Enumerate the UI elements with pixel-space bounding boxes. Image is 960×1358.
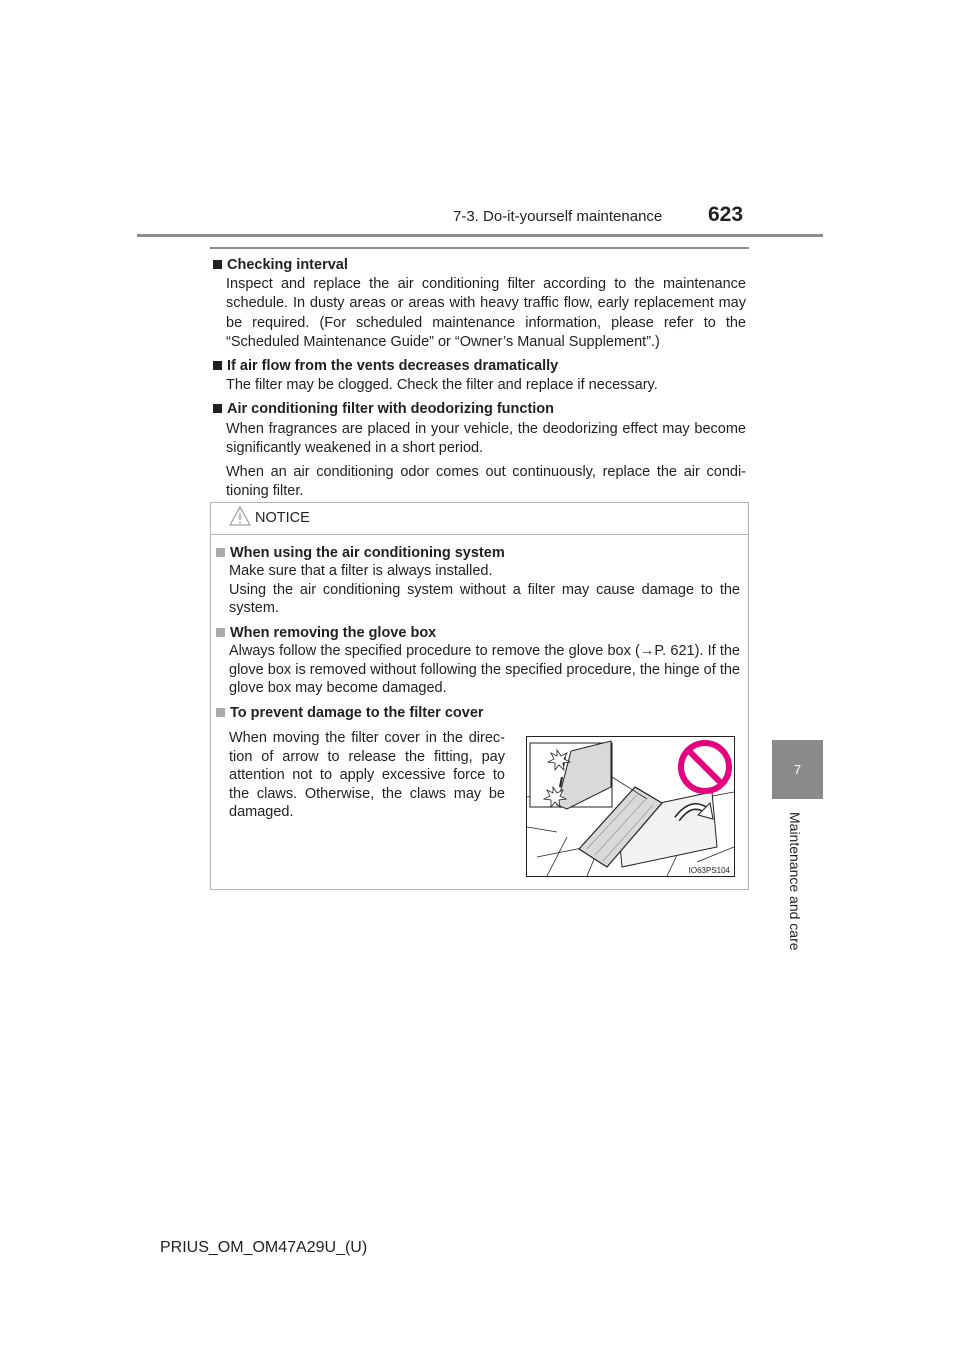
section-title: Air conditioning filter with deodorizing function bbox=[227, 401, 555, 418]
notice-item bbox=[215, 624, 740, 697]
square-bullet-icon bbox=[213, 260, 222, 269]
notice-box bbox=[210, 502, 749, 890]
notice-item-line: Using the air conditioning system without a filter may cause damage to the system. bbox=[229, 581, 740, 616]
header-rule bbox=[137, 234, 823, 237]
filter-cover-text: When moving the filter cover in the direc-tion of arrow to release the fitting, pay attention not to apply excessive force to the claws. Otherwise, the claws may be damaged. bbox=[229, 730, 505, 821]
section-title: Checking interval bbox=[227, 257, 348, 273]
section-paragraph: When an air conditioning odor comes out continuously, replace the air condi-tioning filter. bbox=[226, 464, 746, 500]
filter-cover-illustration bbox=[526, 736, 735, 877]
notice-item-line: Make sure that a filter is always installed. bbox=[229, 563, 493, 580]
square-bullet-icon bbox=[216, 548, 225, 557]
section-title: If air flow from the vents decreases dramatically bbox=[227, 358, 559, 375]
square-bullet-icon bbox=[216, 628, 225, 637]
section-deodorizing bbox=[212, 400, 746, 501]
notice-item bbox=[215, 704, 740, 722]
notice-title: NOTICE bbox=[255, 510, 310, 526]
square-bullet-icon bbox=[213, 361, 222, 370]
main-content bbox=[212, 256, 746, 506]
notice-body bbox=[215, 544, 740, 730]
header-section: 7-3. Do-it-yourself maintenance bbox=[453, 208, 663, 225]
page-number: 623 bbox=[708, 203, 744, 226]
square-bullet-icon bbox=[216, 708, 225, 717]
notice-item bbox=[215, 544, 740, 617]
section-air-flow bbox=[212, 357, 746, 395]
notice-item-title: When using the air conditioning system bbox=[230, 545, 505, 561]
chapter-label: Maintenance and care bbox=[787, 812, 803, 951]
section-paragraph: The filter may be clogged. Check the filter and replace if necessary. bbox=[226, 377, 658, 394]
chapter-number: 7 bbox=[793, 762, 802, 777]
figure-code: IO63PS104 bbox=[688, 866, 730, 875]
chapter-tab bbox=[772, 740, 823, 799]
section-paragraph: When fragrances are placed in your vehicle, the deodorizing effect may become significantly weakened in a short period. bbox=[226, 420, 746, 456]
warning-triangle-icon bbox=[229, 506, 251, 526]
filter-cover-drawing bbox=[527, 737, 734, 876]
notice-header bbox=[211, 503, 748, 535]
notice-item-title: When removing the glove box bbox=[230, 625, 437, 642]
section-paragraph: Inspect and replace the air conditioning filter according to the maintenance schedule. In dusty areas or areas with heavy traffic flow, early replacement may be required. (For scheduled maintenance information, please refer to the “Scheduled Maintenance Guide” or “Owner’s Manual Supplement”.) bbox=[226, 276, 746, 350]
section-checking-interval bbox=[212, 256, 746, 352]
square-bullet-icon bbox=[213, 404, 222, 413]
notice-item-title: To prevent damage to the filter cover bbox=[230, 705, 484, 722]
notice-item-line: Always follow the specified procedure to remove the glove box (→P. 621). If the glove box is removed without following the specified procedure, the hinge of the glove box may become damaged. bbox=[229, 643, 740, 697]
top-rule bbox=[210, 247, 749, 249]
footer-doc-id: PRIUS_OM_OM47A29U_(U) bbox=[160, 1239, 368, 1256]
